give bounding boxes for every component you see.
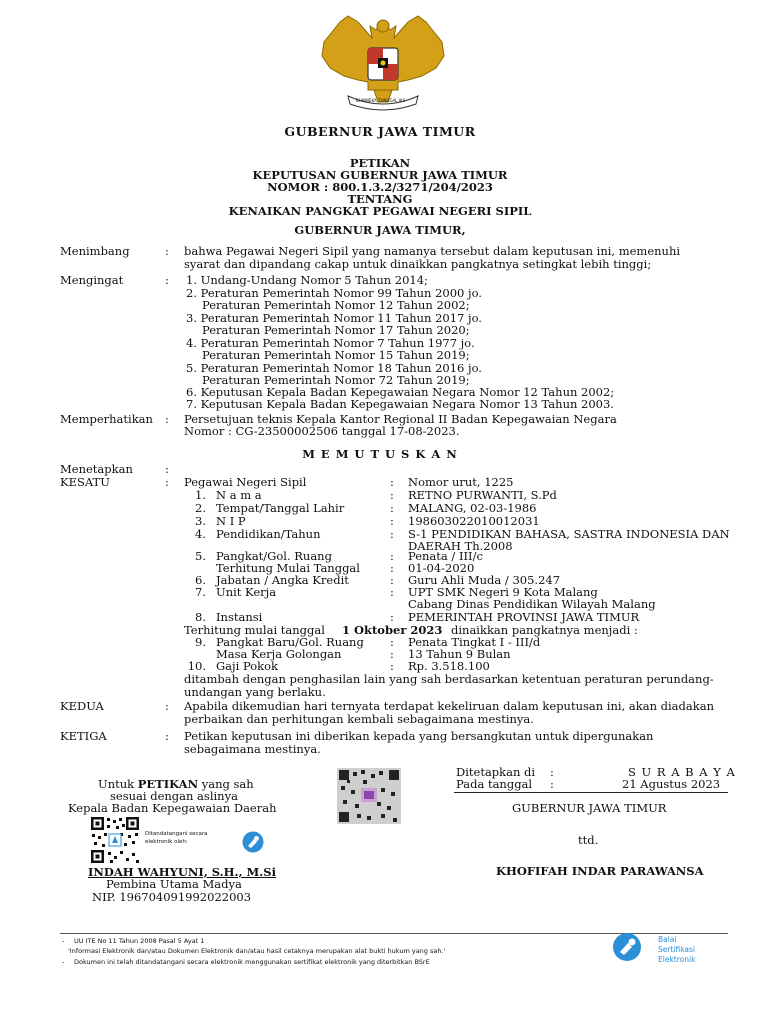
qr-code-center-icon: [337, 768, 401, 824]
item-5-label: Pangkat/Gol. Ruang: [216, 549, 332, 563]
ketiga-colon: :: [165, 729, 169, 743]
mengingat-item-5: 5. Peraturan Pemerintah Nomor 18 Tahun 2016 jo.: [186, 361, 482, 375]
mengingat-colon: :: [165, 273, 169, 287]
item-7-label: Unit Kerja: [216, 585, 277, 599]
mengingat-item-2b: Peraturan Pemerintah Nomor 12 Tahun 2002;: [202, 298, 470, 312]
item-6-value: Guru Ahli Muda / 305.247: [408, 573, 561, 587]
item-9-label: Pangkat Baru/Gol. Ruang: [216, 635, 364, 649]
item-tmt-label: Terhitung Mulai Tanggal: [216, 561, 360, 575]
right-sign-name: KHOFIFAH INDAR PARAWANSA: [496, 864, 704, 878]
ditambah-line1: ditambah dengan penghasilan lain yang sah berdasarkan ketentuan peraturan perundang-: [184, 672, 714, 686]
item-1-colon: :: [390, 488, 394, 502]
item-5-no: 5.: [195, 549, 206, 563]
date-divider: [454, 792, 728, 793]
terhitung-prefix: Terhitung mulai tanggal: [184, 623, 325, 637]
item-tmt-colon: :: [390, 561, 394, 575]
mengingat-item-2: 2. Peraturan Pemerintah Nomor 99 Tahun 2000 jo.: [186, 286, 482, 300]
tanggal-value: 21 Agustus 2023: [622, 777, 721, 791]
kedua-colon: :: [165, 699, 169, 713]
tanggal-colon: :: [550, 777, 554, 791]
bsre-text-2: Sertifikasi: [658, 945, 696, 954]
item-10-colon: :: [390, 659, 394, 673]
bsre-logo-footer: [612, 932, 646, 962]
item-9-value: Penata Tingkat I - III/d: [408, 635, 541, 649]
item-10-label: Gaji Pokok: [216, 659, 278, 673]
bsre-footer-icon: [612, 932, 646, 962]
item-1-no: 1.: [195, 488, 206, 502]
item-mkg-label: Masa Kerja Golongan: [216, 647, 342, 661]
ribbon-text: BHINNEKA TUNGGAL IKA: [356, 98, 406, 103]
garuda-emblem-icon: [318, 12, 448, 112]
mengingat-item-6: 6. Keputusan Kepala Badan Kepegawaian Negara Nomor 12 Tahun 2002;: [186, 385, 615, 399]
terhitung-suffix: dinaikkan pangkatnya menjadi :: [451, 623, 638, 637]
left-sign-rank: Pembina Utama Madya: [106, 877, 242, 891]
item-7-value: UPT SMK Negeri 9 Kota Malang: [408, 585, 598, 599]
item-3-colon: :: [390, 514, 394, 528]
memperhatikan-label: Memperhatikan: [60, 412, 153, 426]
left-sign-suffix: yang sah: [201, 777, 254, 791]
menimbang-colon: :: [165, 244, 169, 258]
item-7-colon: :: [390, 585, 394, 599]
ketiga-line2: sebagaimana mestinya.: [184, 742, 321, 756]
left-sign-line2: sesuai dengan aslinya: [110, 789, 238, 803]
office-title: GUBERNUR JAWA TIMUR: [284, 124, 476, 139]
qr-code-left: [90, 816, 140, 864]
item-4-value: S-1 PENDIDIKAN BAHASA, SASTRA INDONESIA DAN: [408, 527, 730, 541]
kesatu-nomor-urut: Nomor urut, 1225: [408, 475, 514, 489]
memperhatikan-colon: :: [165, 412, 169, 426]
item-2-colon: :: [390, 501, 394, 515]
footer-bullet-1: -: [62, 937, 65, 945]
right-sign-office: GUBERNUR JAWA TIMUR: [512, 801, 667, 815]
footer-note-1: UU ITE No 11 Tahun 2008 Pasal 5 Ayat 1: [74, 937, 205, 945]
mengingat-item-5b: Peraturan Pemerintah Nomor 72 Tahun 2019;: [202, 373, 470, 387]
item-4-colon: :: [390, 527, 394, 541]
item-8-label: Instansi: [216, 610, 263, 624]
item-5-value: Penata / III/c: [408, 549, 483, 563]
item-7-no: 7.: [195, 585, 206, 599]
item-3-value: 198603022010012031: [408, 514, 540, 528]
item-2-no: 2.: [195, 501, 206, 515]
ditetapkan-value: S U R A B A Y A: [628, 765, 736, 779]
item-5-colon: :: [390, 549, 394, 563]
nomor-title: NOMOR : 800.1.3.2/3271/204/2023: [267, 180, 493, 194]
item-4-label: Pendidikan/Tahun: [216, 527, 321, 541]
item-8-colon: :: [390, 610, 394, 624]
item-tmt-value: 01-04-2020: [408, 561, 475, 575]
item-6-colon: :: [390, 573, 394, 587]
tentang-title: TENTANG: [347, 192, 413, 206]
menetapkan-colon: :: [165, 462, 169, 476]
esign-text1: Ditandatangani secara: [145, 831, 208, 837]
tanggal-label: Pada tanggal: [456, 777, 533, 791]
right-sign-ttd: ttd.: [578, 833, 599, 847]
mengingat-item-3b: Peraturan Pemerintah Nomor 17 Tahun 2020;: [202, 323, 470, 337]
kedua-line2: perbaikan dan perhitungan kembali sebagaimana mestinya.: [184, 712, 534, 726]
bsre-logo-icon: [242, 831, 264, 853]
item-6-label: Jabatan / Angka Kredit: [216, 573, 349, 587]
memutuskan-title: M E M U T U S K A N: [302, 447, 458, 461]
item-9-colon: :: [390, 635, 394, 649]
item-10-no: 10.: [187, 659, 206, 673]
bsre-badge-small: [242, 831, 264, 853]
kesatu-colon: :: [165, 475, 169, 489]
kesatu-status-colon: :: [390, 475, 394, 489]
left-sign-petikan: PETIKAN: [137, 777, 199, 791]
subject-title: KENAIKAN PANGKAT PEGAWAI NEGERI SIPIL: [228, 204, 532, 218]
mengingat-item-4b: Peraturan Pemerintah Nomor 15 Tahun 2019;: [202, 348, 470, 362]
left-sign-nip: NIP. 196704091992022003: [92, 890, 252, 904]
item-7-value-2: Cabang Dinas Pendidikan Wilayah Malang: [408, 597, 656, 611]
menimbang-label: Menimbang: [60, 244, 130, 258]
garuda-emblem: [318, 12, 448, 112]
issuer-title: GUBERNUR JAWA TIMUR,: [294, 223, 466, 237]
left-sign-line3: Kepala Badan Kepegawaian Daerah: [68, 801, 277, 815]
ketiga-line1: Petikan keputusan ini diberikan kepada yang bersangkutan untuk dipergunakan: [184, 729, 654, 743]
item-mkg-colon: :: [390, 647, 394, 661]
esign-text2: elektronik oleh:: [145, 839, 188, 845]
item-3-no: 3.: [195, 514, 206, 528]
footer-note-2: 'Informasi Elektronik dan/atau Dokumen Elektronik dan/atau hasil cetaknya merupakan alat bukti hukum yang sah.': [68, 947, 446, 955]
memperhatikan-line2: Nomor : CG-23500002506 tanggal 17-08-2023.: [184, 424, 460, 438]
item-1-value: RETNO PURWANTI, S.Pd: [408, 488, 557, 502]
item-10-value: Rp. 3.518.100: [408, 659, 490, 673]
keputusan-title: KEPUTUSAN GUBERNUR JAWA TIMUR: [252, 168, 508, 182]
menimbang-line2: syarat dan dipandang cakap untuk dinaikkan pangkatnya setingkat lebih tinggi;: [184, 257, 652, 271]
bsre-text-1: Balai: [658, 935, 677, 944]
bsre-text-3: Elektronik: [658, 955, 696, 964]
ditambah-line2: undangan yang berlaku.: [184, 685, 326, 699]
kesatu-label: KESATU: [60, 475, 110, 489]
item-8-value: PEMERINTAH PROVINSI JAWA TIMUR: [408, 610, 640, 624]
kedua-label: KEDUA: [60, 699, 104, 713]
item-2-label: Tempat/Tanggal Lahir: [216, 501, 345, 515]
footer-note-3: Dokumen ini telah ditandatangani secara elektronik menggunakan sertifikat elektronik yang diterbitkan BSrE: [74, 958, 430, 966]
item-mkg-value: 13 Tahun 9 Bulan: [408, 647, 511, 661]
item-6-no: 6.: [195, 573, 206, 587]
kedua-line1: Apabila dikemudian hari ternyata terdapat kekeliruan dalam keputusan ini, akan diadakan: [184, 699, 714, 713]
kesatu-status: Pegawai Negeri Sipil: [184, 475, 307, 489]
mengingat-label: Mengingat: [60, 273, 124, 287]
petikan-title: PETIKAN: [349, 156, 411, 170]
item-4-no: 4.: [195, 527, 206, 541]
ketiga-label: KETIGA: [60, 729, 107, 743]
menetapkan-label: Menetapkan: [60, 462, 133, 476]
item-2-value: MALANG, 02-03-1986: [408, 501, 537, 515]
qr-code-center: [337, 768, 401, 824]
memperhatikan-line1: Persetujuan teknis Kepala Kantor Regional II Badan Kepegawaian Negara: [184, 412, 617, 426]
item-8-no: 8.: [195, 610, 206, 624]
item-9-no: 9.: [195, 635, 206, 649]
left-sign-prefix: Untuk: [98, 777, 135, 791]
left-sign-name: INDAH WAHYUNI, S.H., M.Si: [88, 865, 276, 879]
mengingat-item-3: 3. Peraturan Pemerintah Nomor 11 Tahun 2017 jo.: [186, 311, 482, 325]
mengingat-item-1: 1. Undang-Undang Nomor 5 Tahun 2014;: [186, 273, 428, 287]
ditetapkan-colon: :: [550, 765, 554, 779]
mengingat-item-4: 4. Peraturan Pemerintah Nomor 7 Tahun 1977 jo.: [186, 336, 475, 350]
terhitung-date: 1 Oktober 2023: [342, 623, 443, 637]
item-1-label: N a m a: [216, 488, 262, 502]
qr-code-icon: [90, 816, 140, 864]
item-3-label: N I P: [216, 514, 246, 528]
footer-bullet-2: -: [62, 958, 65, 966]
item-4-value-2: DAERAH Th.2008: [408, 539, 513, 553]
mengingat-item-7: 7. Keputusan Kepala Badan Kepegawaian Negara Nomor 13 Tahun 2003.: [186, 397, 614, 411]
menimbang-line1: bahwa Pegawai Negeri Sipil yang namanya tersebut dalam keputusan ini, memenuhi: [184, 244, 681, 258]
ditetapkan-label: Ditetapkan di: [456, 765, 536, 779]
